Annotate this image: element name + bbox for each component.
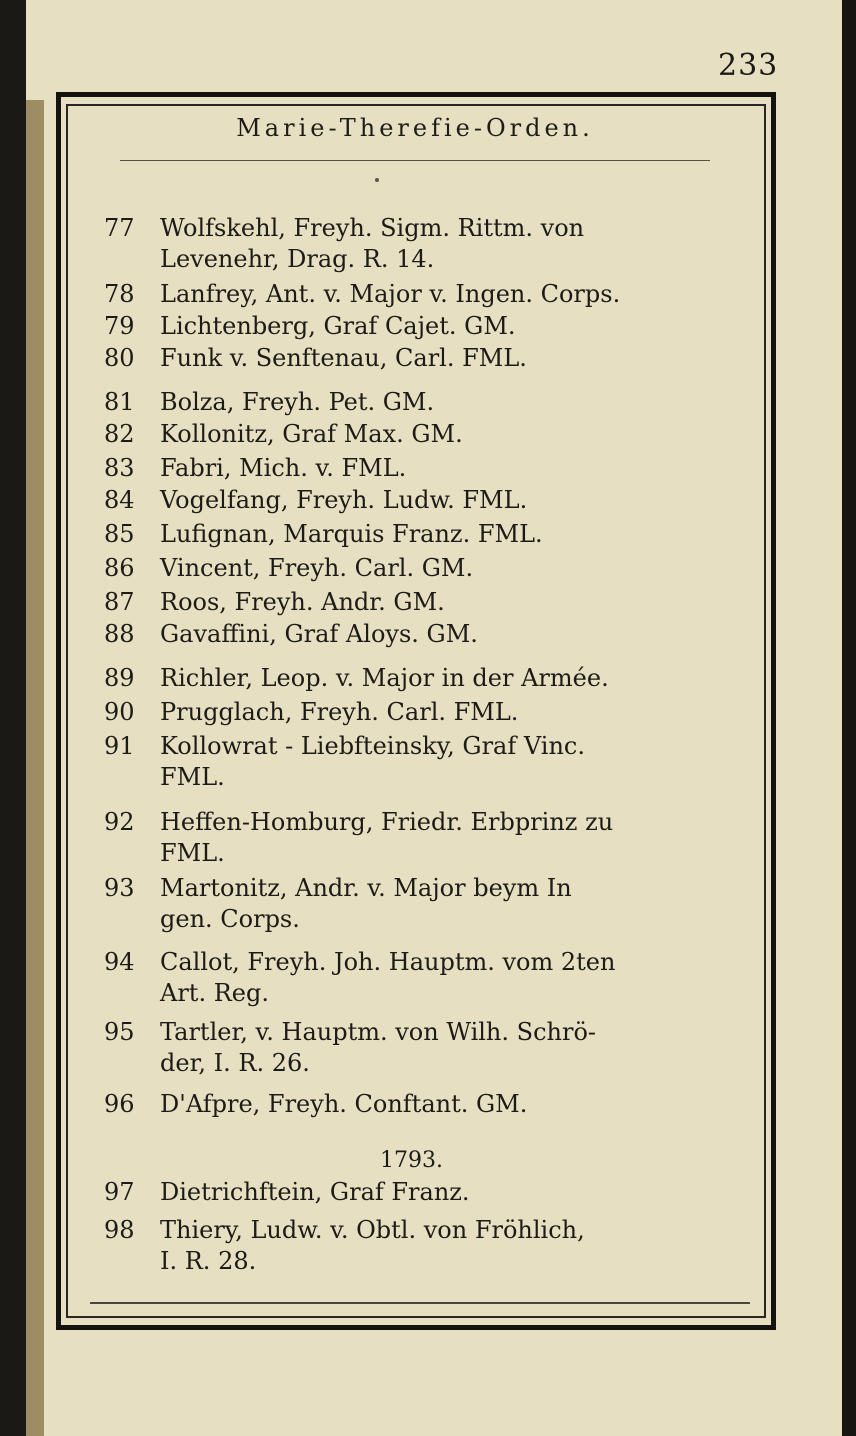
- entry-number: 82: [104, 420, 135, 448]
- entry-text: Vincent, Freyh. Carl. GM.: [160, 554, 474, 582]
- entry-number: 79: [104, 312, 135, 340]
- book-spine-edge: [26, 100, 44, 1436]
- page-edge: [842, 0, 856, 1436]
- entry-number: 90: [104, 698, 135, 726]
- entry-text: Wolfskehl, Freyh. Sigm. Rittm. von: [160, 214, 585, 242]
- page-title: Marie-Therefie-Orden.: [236, 114, 594, 142]
- entry-text-continued: der, I. R. 26.: [160, 1049, 310, 1077]
- entry-number: 92: [104, 808, 135, 836]
- entry-text: Martonitz, Andr. v. Major beym In: [160, 874, 572, 902]
- entry-number: 84: [104, 486, 135, 514]
- entry-number: 83: [104, 454, 135, 482]
- entry-text: Vogelfang, Freyh. Ludw. FML.: [160, 486, 528, 514]
- entry-text: Funk v. Senftenau, Carl. FML.: [160, 344, 527, 372]
- entry-number: 80: [104, 344, 135, 372]
- entry-number: 97: [104, 1178, 135, 1206]
- entry-number: 81: [104, 388, 135, 416]
- entry-text: Lufignan, Marquis Franz. FML.: [160, 520, 543, 548]
- entry-text: Tartler, v. Hauptm. von Wilh. Schrö-: [160, 1018, 597, 1046]
- entry-text: Kollonitz, Graf Max. GM.: [160, 420, 463, 448]
- entry-text: Lanfrey, Ant. v. Major v. Ingen. Corps.: [160, 280, 621, 308]
- entry-text: Kollowrat - Liebfteinsky, Graf Vinc.: [160, 732, 585, 760]
- entry-text: Prugglach, Freyh. Carl. FML.: [160, 698, 519, 726]
- entry-number: 77: [104, 214, 135, 242]
- entry-number: 96: [104, 1090, 135, 1118]
- entry-text: Dietrichftein, Graf Franz.: [160, 1178, 470, 1206]
- entry-text: Lichtenberg, Graf Cajet. GM.: [160, 312, 516, 340]
- entry-number: 87: [104, 588, 135, 616]
- entry-number: 98: [104, 1216, 135, 1244]
- entry-number: 86: [104, 554, 135, 582]
- entry-number: 91: [104, 732, 135, 760]
- ornament-dot: [375, 178, 379, 182]
- entry-text-continued: Levenehr, Drag. R. 14.: [160, 245, 435, 273]
- book-spine: [0, 0, 26, 1436]
- entry-text: Callot, Freyh. Joh. Hauptm. vom 2ten: [160, 948, 616, 976]
- entry-text: Fabri, Mich. v. FML.: [160, 454, 407, 482]
- entry-text: Bolza, Freyh. Pet. GM.: [160, 388, 435, 416]
- entry-number: 93: [104, 874, 135, 902]
- entry-number: 88: [104, 620, 135, 648]
- year-heading: 1793.: [380, 1148, 443, 1173]
- entry-number: 89: [104, 664, 135, 692]
- entry-text: Heffen-Homburg, Friedr. Erbprinz zu: [160, 808, 614, 836]
- bottom-divider: [90, 1302, 750, 1304]
- entry-text: Roos, Freyh. Andr. GM.: [160, 588, 445, 616]
- entry-text: D'Afpre, Freyh. Conftant. GM.: [160, 1090, 528, 1118]
- entry-number: 78: [104, 280, 135, 308]
- entry-text: Richler, Leop. v. Major in der Armée.: [160, 664, 609, 692]
- entry-text: Thiery, Ludw. v. Obtl. von Fröhlich,: [160, 1216, 585, 1244]
- entry-text: Gavaffini, Graf Aloys. GM.: [160, 620, 478, 648]
- entry-number: 94: [104, 948, 135, 976]
- entry-text-continued: FML.: [160, 839, 225, 867]
- entry-number: 95: [104, 1018, 135, 1046]
- entry-number: 85: [104, 520, 135, 548]
- entry-text-continued: FML.: [160, 763, 225, 791]
- entry-text-continued: gen. Corps.: [160, 905, 300, 933]
- title-divider: [120, 160, 710, 161]
- entry-text-continued: Art. Reg.: [160, 979, 269, 1007]
- page-number: 233: [718, 48, 779, 83]
- entry-text-continued: I. R. 28.: [160, 1247, 257, 1275]
